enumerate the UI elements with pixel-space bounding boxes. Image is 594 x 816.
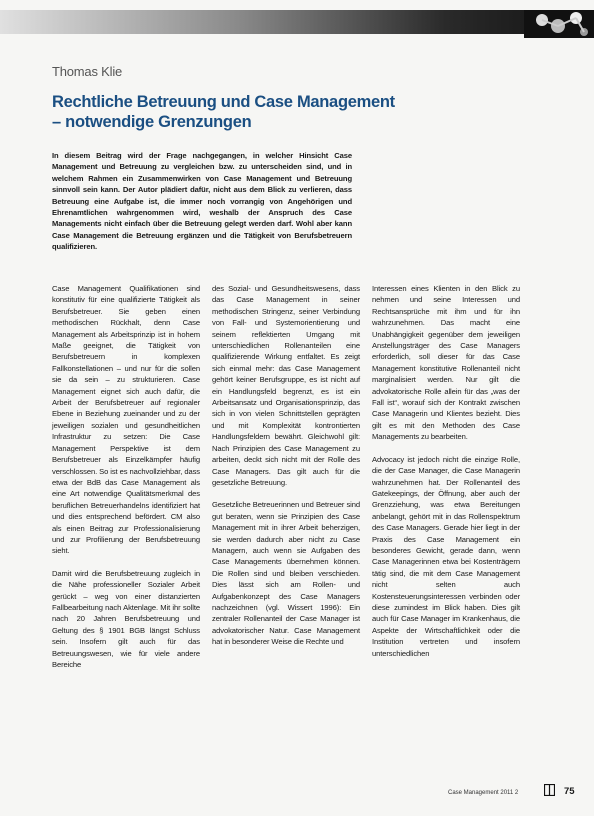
title-line-1: Rechtliche Betreuung und Case Management	[52, 93, 395, 111]
paragraph: Interessen eines Klienten in den Blick zu nehmen und seine Interessen und Rechtsansprüche mit ihm und für ihn wahrzunehmen. Das macht eine Unabhängigkeit gegenüber dem jeweiligen Anstellungsträger des Case Managers erforderlich, soll dieser für das Case Management konstitutive Rollenanteil nicht marginalisiert werden. Nur gilt die advokatorische Rolle allein für das „was der Fall ist“, worauf sich der Kontrakt zwischen Case Managerin und Klientes bezieht. Dies gilt es mit den Methoden des Case Managements zu bearbeiten.	[372, 284, 520, 442]
title-line-2: – notwendige Grenzungen	[52, 113, 252, 131]
molecule-graphic-icon	[524, 10, 594, 38]
text-column-3	[372, 283, 520, 670]
paragraph: des Sozial- und Gesundheitswesens, dass das Case Management in seiner methodischen Stringenz, seiner Verbindung von Fall- und Systemorientierung und seinem reflektierten Umgang mit unterschiedlichen Rollenanteilen eine qualifizierende Wirkung entfaltet. Es zeigt sich einmal mehr: das Case Management gehört keiner Berufsgruppe, es ist nicht auf ein Handlungsfeld begrenzt, es ist ein Arbeitsansatz und Organisationsprinzip, das sich in von vielen Schnittstellen geprägten und mit Komplexität kontrontierten Handlungsfeldern bewährt. Gleichwohl gilt: Nach Prinzipien des Case Management zu arbeiten, deckt sich nicht mit der Rolle des Case Managers. Das gilt auch für die gesetzliche Betreuung.	[212, 284, 360, 487]
article-abstract: In diesem Beitrag wird der Frage nachgegangen, in welcher Hinsicht Case Management und Betreuung zu vergleichen bzw. zu unterscheiden sind, und in welchem Rahmen ein Zusammenwirken von Case Management und Betreuung sinnvoll sein kann. Der Autor plädiert dafür, nicht aus dem Blick zu verlieren, dass Betreuung eine Aufgabe ist, die immer noch vorrangig von Angehörigen und Ehrenamtlichen wahrgenommen wird, weshalb der Anspruch des Case Managements nicht einfach über die Betreuung gelegt werden darf. Wohl aber kann Case Management die Betreuung ergänzen und die Tätigkeit von Berufsbetreuern qualifizieren.	[52, 151, 352, 252]
book-icon	[544, 784, 555, 796]
text-column-2	[212, 283, 360, 659]
author-name: Thomas Klie	[52, 64, 123, 79]
paragraph: Advocacy ist jedoch nicht die einzige Rolle, die der Case Manager, die Case Managerin wahrzunehmen hat. Der Rollenanteil des Gatekeepings, der Öffnung, aber auch der Grenzziehung, was etwa Bereitungen anbelangt, gehört mit in das Rollenspektrum des Case Managers. Gerade hier liegt in der Praxis des Case Management ein besonderes Gewicht, gerade dann, wenn Case Managerinnen etwa bei Kostenträgern tätig sind, die mit dem Case Management nicht selten auch Kostensteuerungsinteressen verbinden oder diese zumindest im Blick haben. Dies gilt auch für Case Manager im Krankenhaus, die Aspekte der Wirtschaftlichkeit oder die Institution vertreten und insofern unterschiedlichen	[372, 454, 520, 658]
header-band	[0, 10, 594, 34]
paragraph: Case Management Qualifikationen sind konstitutiv für eine qualifizierte Tätigkeit als Berufsbetreuer. Sie geben einen methodischen Rückhalt, denn Case Management als Arbeitsprinzip ist in hohem Maße geeignet, die Tätigkeit von Berufsbetreuern in komplexen Fallkonstellationen – und nur für die sollen sie da sein – zu strukturieren. Case Management eignet sich auch dafür, die Arbeit der Berufsbetreuer auf regionaler Ebene in Beziehung zueinander und zu der jeweiligen sozialen und gesundheitlichen Infrastruktur zu setzen: Die Case Management Perspektive ist dem Berufsbetreuer als Einzelkämpfer häufig verschlossen. So ist es nachvollziehbar, dass etwa der BdB das Case Management als eine Art notwendige Qualitätsmerkmal des beruflichen Betreuerhandelns identifiziert hat und dies entsprechend befördert. CM also als einen Beitrag zur Professionalisierung und zur Profilierung der Berufsbetreuung sieht.	[52, 284, 200, 556]
text-column-1	[52, 283, 200, 681]
page-number: 75	[564, 786, 575, 797]
paragraph: Damit wird die Berufsbetreuung zugleich in die Nähe professioneller Sozialer Arbeit gerückt – weg von einer distanzierten Fallbearbeitung nach Aktenlage. Mit ihr sollte nach 20 Jahren Berufsbetreuung und Geltung des § 1901 BGB längst Schluss sein. Insofern gilt auch für das Betreuungswesen, wie für viele andere Bereiche	[52, 568, 200, 669]
article-title	[52, 92, 472, 132]
journal-footer: Case Management 2011 2	[448, 790, 519, 796]
paragraph: Gesetzliche Betreuerinnen und Betreuer sind gut beraten, wenn sie Prinzipien des Case Management mit in ihrer Arbeit beherzigen, sie werden dadurch aber nicht zu Case Managern, auch wenn sie Aufgaben des Case Managements übernehmen können. Die Rollen sind und bleiben verschieden. Dies lässt sich am Rollen- und Aufgabenkonzept des Case Managers nachzeichnen (vgl. Wissert 1996): Ein zentraler Rollenanteil der Case Manager ist advokatorischer Natur. Case Management hat in besonderer Weise die Rechte und	[212, 500, 360, 647]
